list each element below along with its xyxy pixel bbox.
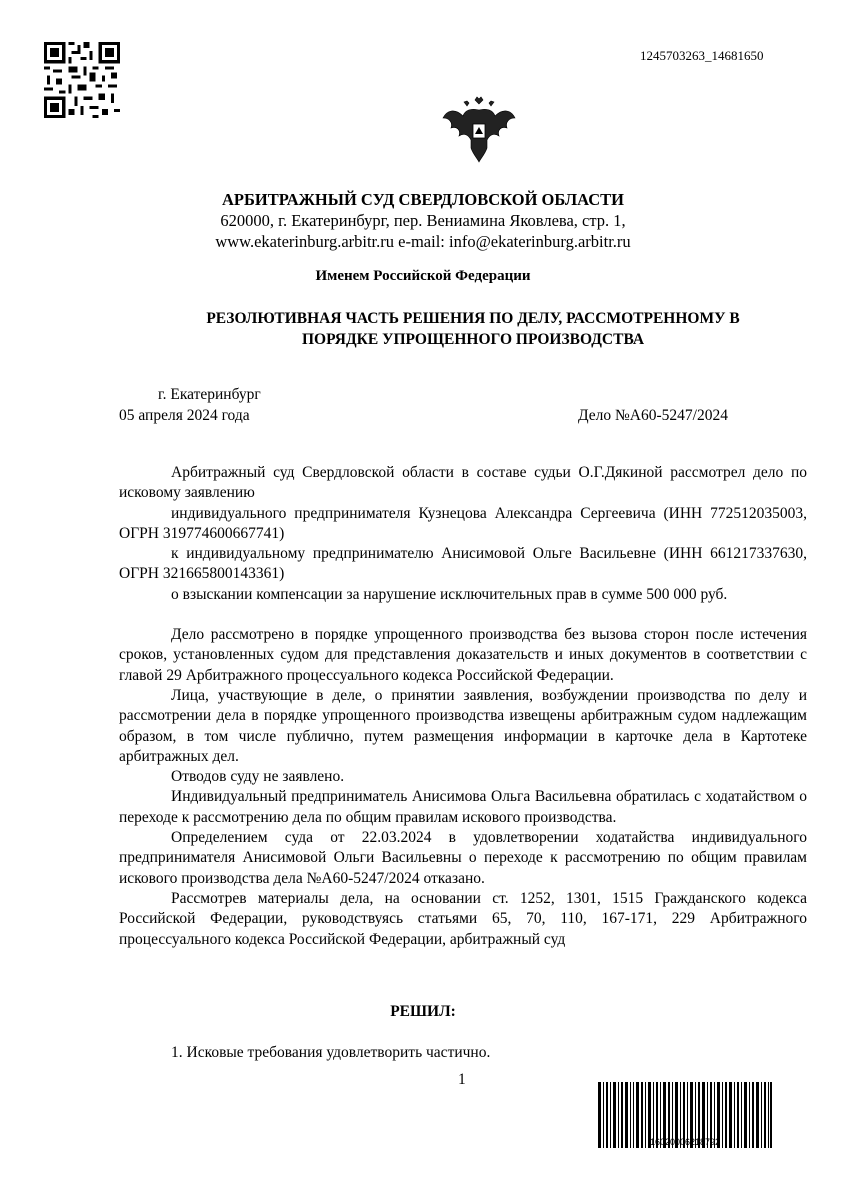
paragraph: Индивидуальный предприниматель Анисимова Ольга Васильевна обратилась с ходатайством о переходе к рассмотрению дела по общим правилам искового производства. [119, 788, 807, 826]
paragraph: о взыскании компенсации за нарушение исключительных прав в сумме 500 000 руб. [171, 585, 728, 603]
paragraph: к индивидуальному предпринимателю Анисимовой Ольге Васильевне (ИНН 661217337630, ОГРН 321665800143361) [119, 545, 807, 583]
case-number: Дело №А60-5247/2024 [578, 407, 728, 424]
court-address: 620000, г. Екатеринбург, пер. Вениамина Яковлева, стр. 1, [220, 211, 626, 230]
court-contacts: www.ekaterinburg.arbitr.ru e-mail: info@ekaterinburg.arbitr.ru [215, 232, 631, 251]
document-title-line-2: ПОРЯДКЕ УПРОЩЕННОГО ПРОИЗВОДСТВА [301, 331, 645, 348]
document-id: 1245703263_14681650 [640, 48, 764, 63]
paragraph: Определением суда от 22.03.2024 в удовлетворении ходатайства индивидуального предпринимателя Анисимовой Ольги Васильевны о переходе к рассмотрению по общим правилам искового производства дела №А60-5247/2024 отказано. [119, 829, 807, 887]
document-body [119, 463, 807, 950]
paragraph: Арбитражный суд Свердловской области в составе судьи О.Г.Дякиной рассмотрел дело по исковому заявлению [119, 464, 807, 502]
paragraph: Отводов суду не заявлено. [171, 768, 345, 786]
resolved-heading: РЕШИЛ: [390, 1003, 456, 1020]
court-header [0, 189, 846, 252]
decision-date: 05 апреля 2024 года [119, 407, 250, 424]
resolution-item: 1. Исковые требования удовлетворить частично. [171, 1044, 491, 1061]
coat-of-arms-icon [441, 96, 517, 166]
city: г. Екатеринбург [158, 386, 261, 403]
paragraph: Дело рассмотрено в порядке упрощенного производства без вызова сторон после истечения сроков, установленных судом для представления доказательств и иных документов в соответствии с главой 29 Арбитражного процессуального кодекса Российской Федерации. [119, 626, 807, 684]
barcode-number: 16020006218792 [649, 1137, 721, 1147]
court-name: АРБИТРАЖНЫЙ СУД СВЕРДЛОВСКОЙ ОБЛАСТИ [221, 190, 625, 209]
document-title [120, 308, 826, 350]
document-title-line-1: РЕЗОЛЮТИВНАЯ ЧАСТЬ РЕШЕНИЯ ПО ДЕЛУ, РАССМОТРЕННОМУ В [206, 310, 740, 327]
paragraph: Лица, участвующие в деле, о принятии заявления, возбуждении производства по делу и рассмотрении дела в порядке упрощенного производства извещены арбитражным судом надлежащим образом, в том числе публично, путем размещения информации в карточке дела в Картотеке арбитражных дел. [119, 686, 807, 765]
paragraph: Рассмотрев материалы дела, на основании ст. 1252, 1301, 1515 Гражданского кодекса Российской Федерации, руководствуясь статьями 65, 70, 110, 167-171, 229 Арбитражного процессуального кодекса Российской Федерации, арбитражный суд [119, 889, 807, 948]
qr-code-icon [44, 42, 120, 118]
paragraph: индивидуального предпринимателя Кузнецова Александра Сергеевича (ИНН 772512035003, ОГРН 319774600667741) [119, 504, 807, 542]
on-behalf-heading: Именем Российской Федерации [315, 268, 531, 284]
page-number: 1 [458, 1071, 466, 1088]
